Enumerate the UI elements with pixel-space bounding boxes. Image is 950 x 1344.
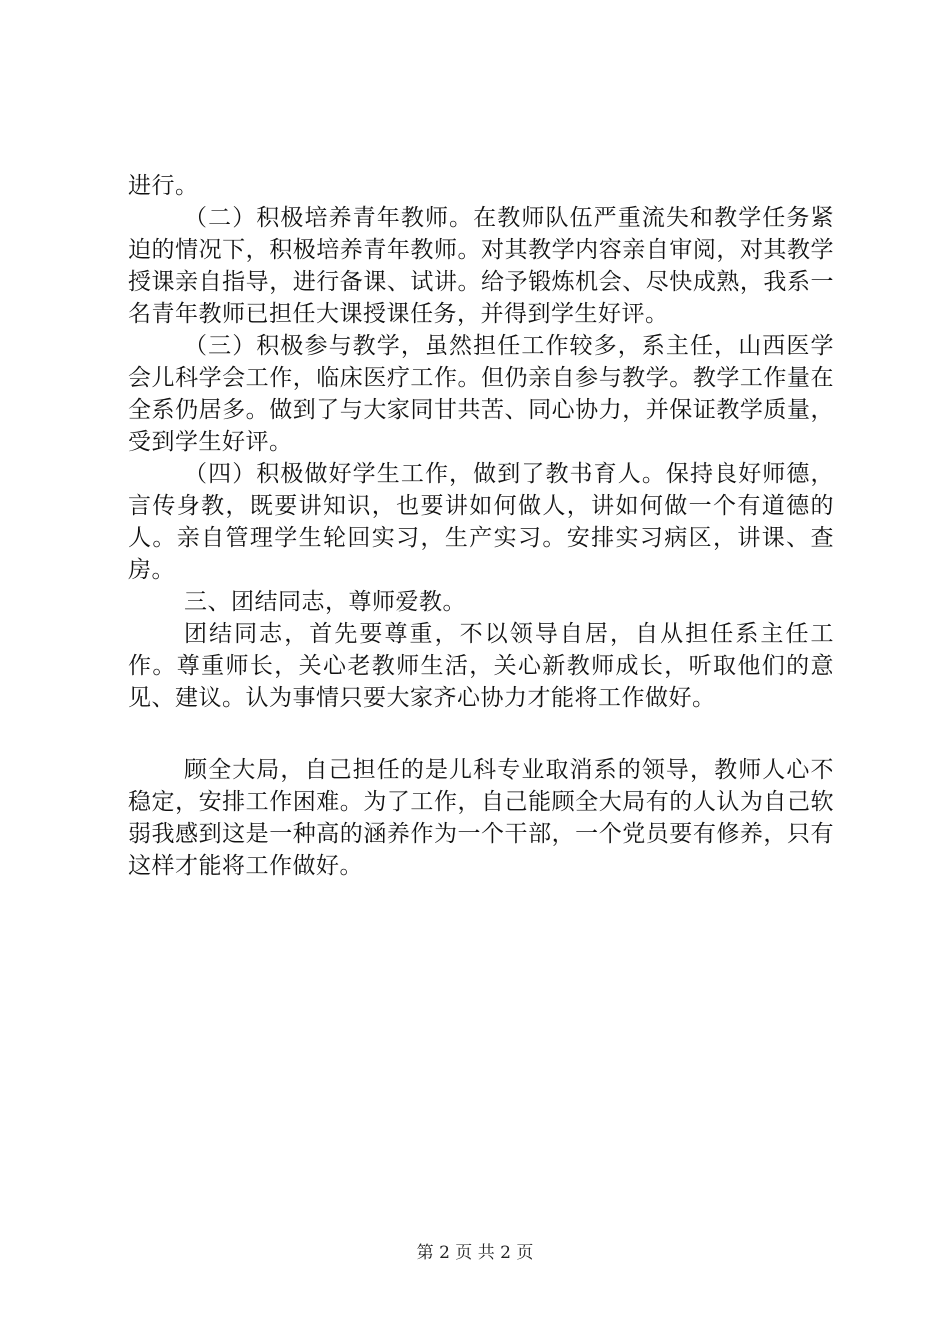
paragraph-unity: 团结同志，首先要尊重，不以领导自居，自从担任系主任工作。尊重师长，关心老教师生活，关心新教师成长，听取他们的意见、建议。认为事情只要大家齐心协力才能将工作做好。	[128, 621, 834, 711]
page-footer: 第 2 页 共 2 页	[416, 1243, 534, 1263]
section-heading-unity: 三、团结同志，尊师爱教。	[184, 589, 466, 615]
paragraph-continuation: 进行。	[128, 173, 199, 199]
paragraph-student-work: （四）积极做好学生工作，做到了教书育人。保持良好师德，言传身教，既要讲知识，也要讲如何做人，讲如何做一个有道德的人。亲自管理学生轮回实习，生产实习。安排实习病区，讲课、查房。	[128, 461, 834, 583]
paragraph-young-teachers: （二）积极培养青年教师。在教师队伍严重流失和教学任务紧迫的情况下，积极培养青年教师。对其教学内容亲自审阅，对其教学授课亲自指导，进行备课、试讲。给予锻炼机会、尽快成熟，我系一名青年教师已担任大课授课任务，并得到学生好评。	[128, 205, 834, 327]
document-body	[128, 170, 834, 882]
paragraph-overall-situation: 顾全大局，自己担任的是儿科专业取消系的领导，教师人心不稳定，安排工作困难。为了工作，自己能顾全大局有的人认为自己软弱我感到这是一种高的涵养作为一个干部，一个党员要有修养，只有这样才能将工作做好。	[128, 757, 834, 879]
paragraph-teaching-participation: （三）积极参与教学，虽然担任工作较多，系主任，山西医学会儿科学会工作，临床医疗工作。但仍亲自参与教学。教学工作量在全系仍居多。做到了与大家同甘共苦、同心协力，并保证教学质量，受到学生好评。	[128, 333, 834, 455]
